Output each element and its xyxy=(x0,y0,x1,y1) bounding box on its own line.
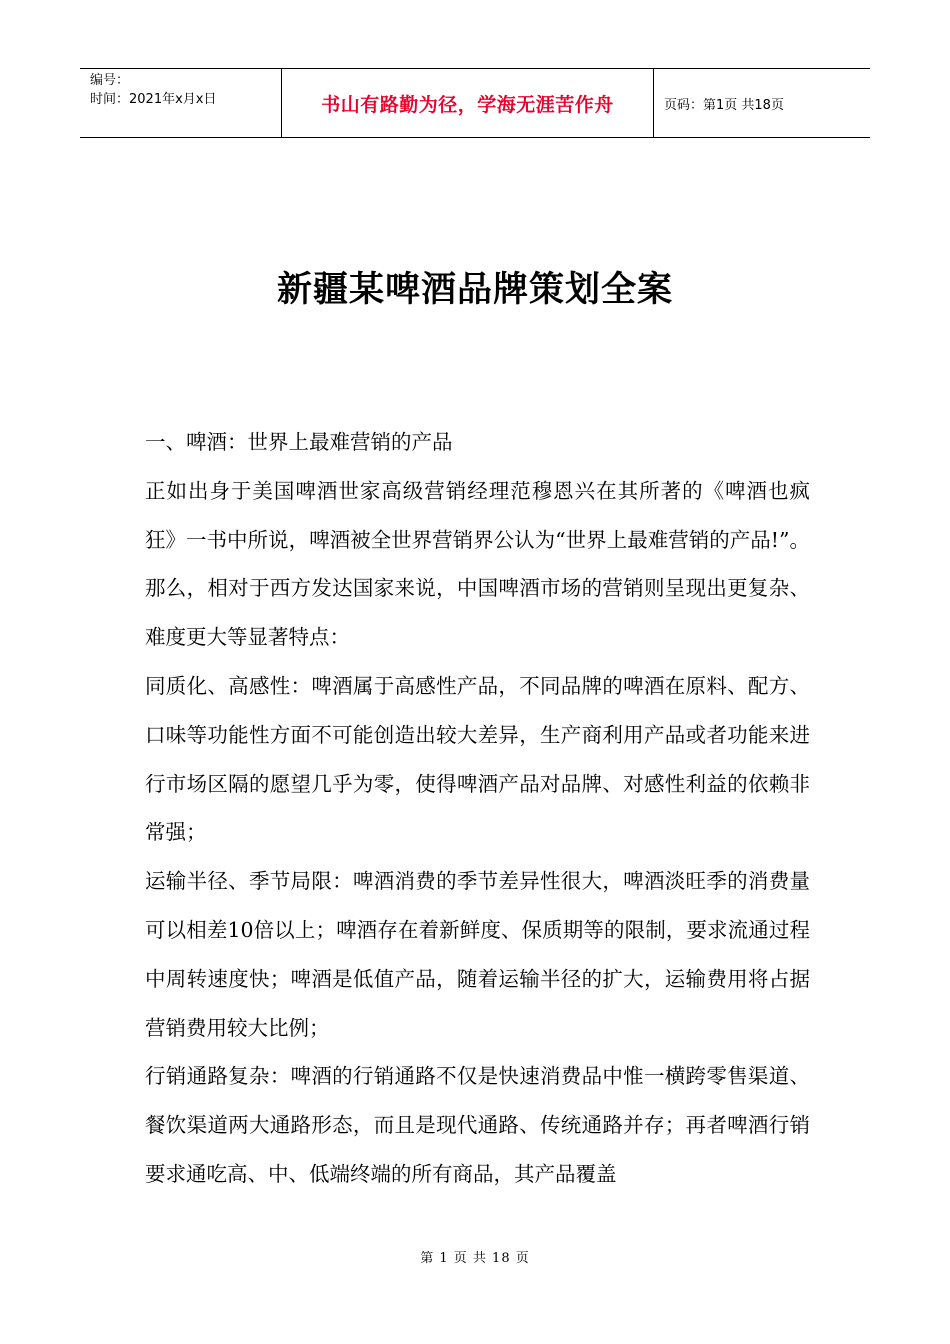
body-paragraph: 正如出身于美国啤酒世家高级营销经理范穆恩兴在其所著的《啤酒也疯狂》一书中所说，啤酒被全世界营销界公认为“世界上最难营销的产品!”。那么，相对于西方发达国家来说，中国啤酒市场的营销则呈现出更复杂、难度更大等显著特点： xyxy=(145,478,810,650)
section-heading: 一、啤酒：世界上最难营销的产品 xyxy=(145,430,453,454)
document-time-label: 时间：2021年x月x日 xyxy=(90,92,217,107)
document-number-label: 编号： xyxy=(90,73,130,88)
header-page-info: 页码：第1页 共18页 xyxy=(664,97,784,113)
document-title: 新疆某啤酒品牌策划全案 xyxy=(276,269,673,310)
page-header xyxy=(80,68,870,138)
header-motto-cell xyxy=(282,69,654,137)
document-body xyxy=(145,418,810,1199)
header-page-cell xyxy=(654,69,870,137)
body-paragraph: 运输半径、季节局限：啤酒消费的季节差异性很大，啤酒淡旺季的消费量可以相差10倍以上；啤酒存在着新鲜度、保质期等的限制，要求流通过程中周转速度快；啤酒是低值产品，随着运输半径的扩大，运输费用将占据营销费用较大比例； xyxy=(145,869,810,1040)
body-paragraph: 同质化、高感性：啤酒属于高感性产品，不同品牌的啤酒在原料、配方、口味等功能性方面不可能创造出较大差异，生产商利用产品或者功能来进行市场区隔的愿望几乎为零，使得啤酒产品对品牌、对感性利益的依赖非常强； xyxy=(145,673,810,845)
page-footer: 第 1 页 共 18 页 xyxy=(420,1251,530,1266)
header-meta-cell xyxy=(80,69,282,137)
header-motto: 书山有路勤为径，学海无涯苦作舟 xyxy=(321,93,614,116)
body-paragraph: 行销通路复杂：啤酒的行销通路不仅是快速消费品中惟一横跨零售渠道、餐饮渠道两大通路形态，而且是现代通路、传统通路并存；再者啤酒行销要求通吃高、中、低端终端的所有商品，其产品覆盖 xyxy=(145,1064,810,1186)
